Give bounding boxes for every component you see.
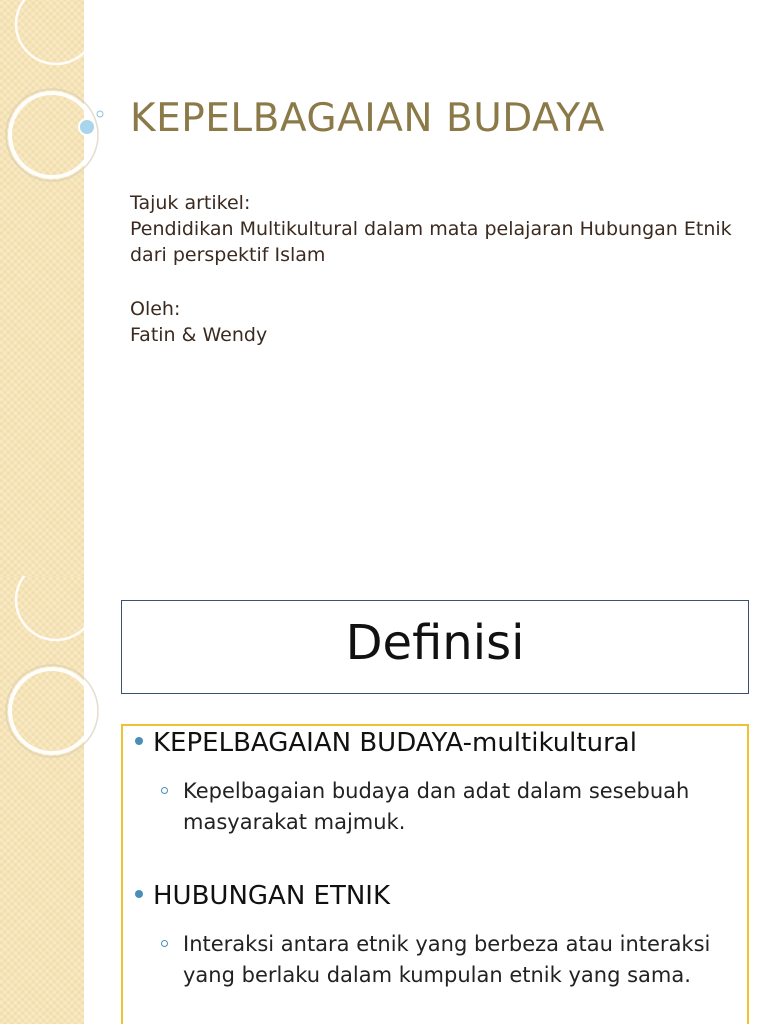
sub-bullet-definition xyxy=(161,776,731,838)
term-text: KEPELBAGAIAN BUDAYA-multikultural xyxy=(153,728,637,758)
sub-bullet-definition xyxy=(161,929,731,991)
bullet-term xyxy=(135,881,390,911)
spacer xyxy=(130,268,740,296)
definition-heading: Definisi xyxy=(345,615,525,671)
bullet-dot-icon xyxy=(135,890,143,898)
slide-body xyxy=(130,190,740,348)
definition-text: Kepelbagaian budaya dan adat dalam sesebuah masyarakat majmuk. xyxy=(183,779,690,834)
content-box xyxy=(121,724,749,1024)
definition-text: Interaksi antara etnik yang berbeza atau interaksi yang berlaku dalam kumpulan etnik yang sama. xyxy=(183,932,711,987)
decorative-rings xyxy=(0,0,110,200)
term-text: HUBUNGAN ETNIK xyxy=(153,881,391,911)
sub-bullet-ring-icon xyxy=(161,787,168,794)
slide-title: KEPELBAGAIAN BUDAYA xyxy=(130,96,605,141)
bullet-term xyxy=(135,728,637,758)
sub-bullet-ring-icon xyxy=(161,940,168,947)
bullet-dot-icon xyxy=(135,737,143,745)
by-label: Oleh: xyxy=(130,298,181,320)
heading-box xyxy=(121,600,749,694)
decorative-rings xyxy=(0,576,110,776)
slide-2 xyxy=(0,576,768,1024)
authors: Fatin & Wendy xyxy=(130,324,268,346)
article-label: Tajuk artikel: xyxy=(130,192,251,214)
article-title: Pendidikan Multikultural dalam mata pelajaran Hubungan Etnik dari perspektif Islam xyxy=(130,218,732,266)
